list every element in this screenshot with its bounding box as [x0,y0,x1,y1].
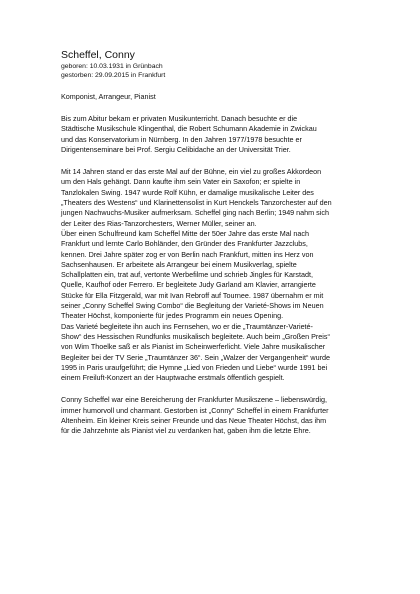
text-line: kennen. Drei Jahre später zog er von Berlin nach Frankfurt, mitten ins Herz von [61,249,314,259]
text-line: der Leiter des Rias-Tanzorchesters, Werner Müller, seiner an. [61,218,257,228]
text-line: Bis zum Abitur bekam er privaten Musikunterricht. Danach besuchte er die [61,114,298,123]
text-line: immer humorvoll und charmant. Gestorben ist „Conny“ Scheffel in einem Frankfurter [61,405,329,415]
text-line: und das Konservatorium in Nürnberg. In den Jahren 1977/1978 besuchte er [61,134,302,144]
text-line: Dirigentenseminare bei Prof. Sergiu Celibidache an der Universität Trier. [61,144,291,154]
text-line: einem Freiluft-Konzert an der Hauptwache erstmals öffentlich gespielt. [61,373,285,383]
text-line: 1995 in Paris uraufgeführt; die Hymne „Lied von Frieden und Liebe“ wurde 1991 bei [61,362,328,372]
text-line: Begleiter bei der TV Serie „Traumtänzer 36“. Sein „Walzer der Vergangenheit“ wurde [61,352,330,362]
text-line: Altenheim. Ein kleiner Kreis seiner Freunde und das Neue Theater Höchst, das ihm [61,416,327,426]
text-line: um den Hals gehängt. Dann kaufte ihm sein Vater ein Saxofon; er spielte in [61,177,301,187]
text-line: Über einen Schulfreund kam Scheffel Mitte der 50er Jahre das erste Mal nach [61,228,309,238]
text-line: Mit 14 Jahren stand er das erste Mal auf der Bühne, ein viel zu großes Akkordeon [61,167,322,177]
biography-paragraph [61,114,383,155]
death-info: gestorben: 29.09.2015 in Frankfurt [61,72,166,79]
text-line: Städtische Musikschule Klingenthal, die Robert Schumann Akademie in Zwickau [61,124,317,134]
text-line: Show“ des Hessischen Rundfunks musikalisch begleitete. Auch beim „Großen Preis“ [61,331,330,341]
text-line: für die Jahrzehnte als Pianist viel zu verdanken hat, gaben ihm die letzte Ehre. [61,426,311,436]
biography-paragraph [61,167,383,383]
text-line: Sachsenhausen. Er arbeitete als Arrangeur bei einem Musikverlag, spielte [61,259,297,269]
text-line: Conny Scheffel war eine Bereicherung der Frankfurter Musikszene – liebenswürdig, [61,395,327,405]
biography-paragraph [61,395,383,436]
text-line: jungen Nachwuchs-Musiker aufmerksam. Scheffel ging nach Berlin; 1949 nahm sich [61,208,329,218]
birth-info: geboren: 10.03.1931 in Grünbach [61,63,163,70]
text-line: Frankfurt und lernte Carlo Bohländer, den Gründer des Frankfurter Jazzclubs, [61,239,308,249]
text-line: Tanzlokalen Swing. 1947 wurde Rolf Kühn, er damalige musikalische Leiter des [61,187,314,197]
text-line: von Wim Thoelke saß er als Pianist im Scheinwerferlicht. Viele Jahre musikalischer [61,342,326,352]
text-line: „Theaters des Westens“ und Klarinettensolist in Kurt Henckels Tanzorchester auf den [61,198,332,208]
text-line: Das Varieté begleitete ihn auch ins Fernsehen, wo er die „Traumtänzer-Varieté- [61,321,313,331]
text-line: Stücke für Ella Fitzgerald, war mit Ivan Rebroff auf Tournee. 1987 übernahm er mit [61,290,324,300]
text-line: seiner „Conny Scheffel Swing Combo“ die Begleitung der Varieté-Shows im Neuen [61,301,324,311]
text-line: Quelle, Kaufhof oder Ferrero. Er begleitete Judy Garland am Klavier, arrangierte [61,280,316,290]
biography-body [61,114,383,437]
text-line: Schallplatten ein, trat auf, vertonte Werbefilme und schrieb Jingles für Karstadt, [61,270,313,280]
profession: Komponist, Arrangeur, Pianist [61,92,156,101]
person-name: Scheffel, Conny [61,49,135,61]
text-line: Theater Höchst, komponierte für jedes Programm ein neues Opening. [61,311,284,321]
biography-page [61,49,383,437]
